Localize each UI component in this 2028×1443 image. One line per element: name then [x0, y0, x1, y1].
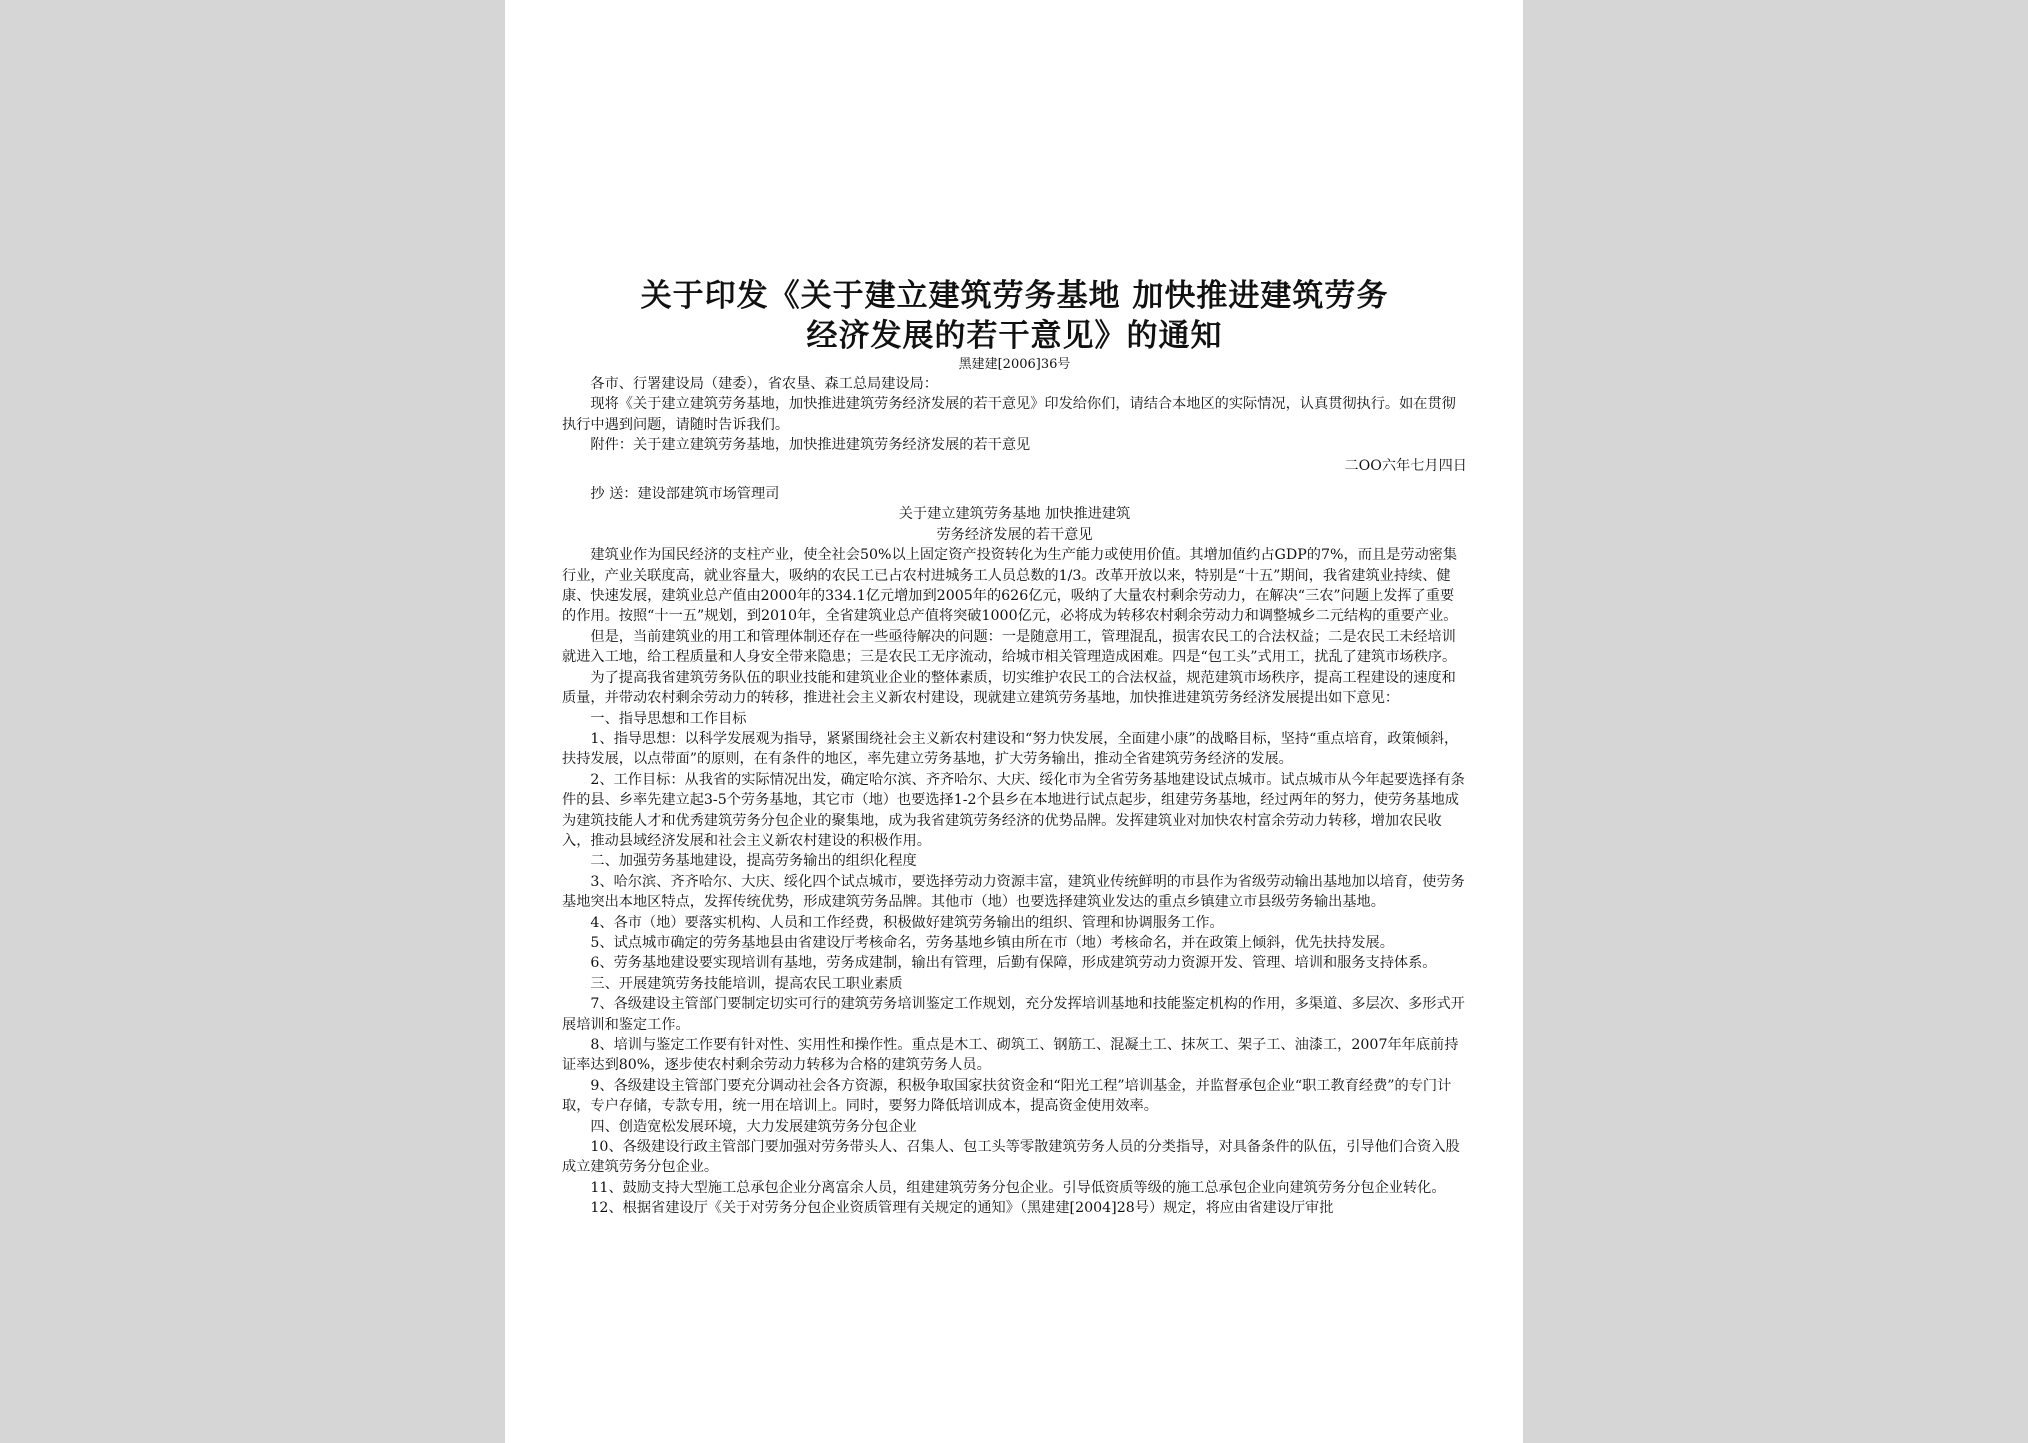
body-paragraph: 三、开展建筑劳务技能培训，提高农民工职业素质 — [590, 975, 903, 992]
body-paragraph: 2、工作目标：从我省的实际情况出发，确定哈尔滨、齐齐哈尔、大庆、绥化市为全省劳务基地建设试点城市。试点城市从今年起要选择有条件的县、乡率先建立起3-5个劳务基地，其它市（地）也要选择1-2个县乡在本地进行试点起步，组建劳务基地，经过两年的努力，使劳务基地成为建筑技能人才和优秀建筑劳务分包企业的聚集地，成为我省建筑劳务经济的优势品牌。发挥建筑业对加快农村富余劳动力转移，增加农民收入，推动县域经济发展和社会主义新农村建设的积极作用。 — [562, 771, 1465, 849]
body-paragraph: 一、指导思想和工作目标 — [590, 710, 747, 727]
body-paragraph: 9、各级建设主管部门要充分调动社会各方资源，积极争取国家扶贫资金和“阳光工程”培训基金，并监督承包企业“职工教育经费”的专门计取，专户存储，专款专用，统一用在培训上。同时，要努力降低培训成本，提高资金使用效率。 — [562, 1077, 1452, 1115]
body-paragraph: 四、创造宽松发展环境，大力发展建筑劳务分包企业 — [590, 1118, 917, 1135]
issue-date: 二OO六年七月四日 — [1344, 457, 1467, 474]
title-line-1: 关于印发《关于建立建筑劳务基地 加快推进建筑劳务 — [640, 278, 1389, 314]
body-paragraph: 1、指导思想：以科学发展观为指导，紧紧围绕社会主义新农村建设和“努力快发展，全面建小康”的战略目标，坚持“重点培育，政策倾斜，扶持发展，以点带面”的原则，在有条件的地区，率先建立劳务基地，扩大劳务输出，推动全省建筑劳务经济的发展。 — [562, 730, 1459, 768]
body-paragraph: 4、各市（地）要落实机构、人员和工作经费，积极做好建筑劳务输出的组织、管理和协调服务工作。 — [590, 914, 1224, 931]
body-paragraph: 8、培训与鉴定工作要有针对性、实用性和操作性。重点是木工、砌筑工、钢筋工、混凝土工、抹灰工、架子工、油漆工，2007年年底前持证率达到80%，逐步使农村剩余劳动力转移为合格的建筑劳务人员。 — [562, 1037, 1459, 1074]
title-line-2: 经济发展的若干意见》的通知 — [806, 318, 1223, 354]
document-content — [562, 276, 1467, 1219]
body-paragraph: 6、劳务基地建设要实现培训有基地，劳务成建制，输出有管理，后勤有保障，形成建筑劳动力资源开发、管理、培训和服务支持体系。 — [590, 955, 1437, 972]
body-paragraph: 建筑业作为国民经济的支柱产业，使全社会50%以上固定资产投资转化为生产能力或使用价值。其增加值约占GDP的7%，而且是劳动密集行业，产业关联度高，就业容量大，吸纳的农民工已占农村进城务工人员总数的1/3。改革开放以来，特别是“十五”期间，我省建筑业持续、健康、快速发展，建筑业总产值由2000年的334.1亿元增加到2005年的626亿元，吸纳了大量农村剩余劳动力，在解决“三农”问题上发挥了重要的作用。按照“十一五”规划，到2010年，全省建筑业总产值将突破1000亿元，必将成为转移农村剩余劳动力和调整城乡二元结构的重要产业。 — [562, 547, 1458, 625]
body-paragraph: 为了提高我省建筑劳务队伍的职业技能和建筑业企业的整体素质，切实维护农民工的合法权益，规范建筑市场秩序，提高工程建设的速度和质量，并带动农村剩余劳动力的转移，推进社会主义新农村建设，现就建立建筑劳务基地，加快推进建筑劳务经济发展提出如下意见： — [562, 669, 1456, 707]
body-paragraph: 10、各级建设行政主管部门要加强对劳务带头人、召集人、包工头等零散建筑劳务人员的分类指导，对具备条件的队伍，引导他们合资入股成立建筑劳务分包企业。 — [562, 1139, 1460, 1176]
attachment-line: 附件：关于建立建筑劳务基地，加快推进建筑劳务经济发展的若干意见 — [590, 437, 1031, 454]
cc-line: 抄 送：建设部建筑市场管理司 — [590, 486, 780, 503]
body-paragraph: 7、各级建设主管部门要制定切实可行的建筑劳务培训鉴定工作规划，充分发挥培训基地和技能鉴定机构的作用，多渠道、多层次、多形式开展培训和鉴定工作。 — [562, 996, 1465, 1033]
body-paragraph: 12、根据省建设厅《关于对劳务分包企业资质管理有关规定的通知》（黑建建[2004]28号）规定，将应由省建设厅审批 — [590, 1200, 1334, 1217]
addressee: 各市、行署建设局（建委），省农垦、森工总局建设局： — [590, 376, 938, 392]
body-paragraph: 但是，当前建筑业的用工和管理体制还存在一些亟待解决的问题：一是随意用工，管理混乱，损害农民工的合法权益；二是农民工未经培训就进入工地，给工程质量和人身安全带来隐患；三是农民工无序流动，给城市相关管理造成困难。四是“包工头”式用工，扰乱了建筑市场秩序。 — [562, 628, 1457, 666]
doc-number: 黑建建[2006]36号 — [958, 357, 1071, 372]
body-paragraph: 二、加强劳务基地建设，提高劳务输出的组织化程度 — [590, 853, 917, 870]
subtitle-line-2: 劳务经济发展的若干意见 — [936, 526, 1093, 543]
body-paragraph: 5、试点城市确定的劳务基地县由省建设厅考核命名，劳务基地乡镇由所在市（地）考核命名，并在政策上倾斜，优先扶持发展。 — [590, 934, 1394, 951]
body-paragraph: 3、哈尔滨、齐齐哈尔、大庆、绥化四个试点城市，要选择劳动力资源丰富，建筑业传统鲜明的市县作为省级劳动输出基地加以培育，使劳务基地突出本地区特点，发挥传统优势，形成建筑劳务品牌。其他市（地）也要选择建筑业发达的重点乡镇建立市县级劳务输出基地。 — [562, 873, 1465, 911]
body-paragraphs — [562, 545, 1467, 1218]
subtitle-line-1: 关于建立建筑劳务基地 加快推进建筑 — [898, 506, 1131, 523]
body-paragraph: 11、鼓励支持大型施工总承包企业分离富余人员，组建建筑劳务分包企业。引导低资质等级的施工总承包企业向建筑劳务分包企业转化。 — [590, 1179, 1446, 1196]
document-page — [505, 0, 1523, 1443]
intro-paragraph: 现将《关于建立建筑劳务基地，加快推进建筑劳务经济发展的若干意见》印发给你们，请结合本地区的实际情况，认真贯彻执行。如在贯彻执行中遇到问题，请随时告诉我们。 — [562, 396, 1456, 433]
